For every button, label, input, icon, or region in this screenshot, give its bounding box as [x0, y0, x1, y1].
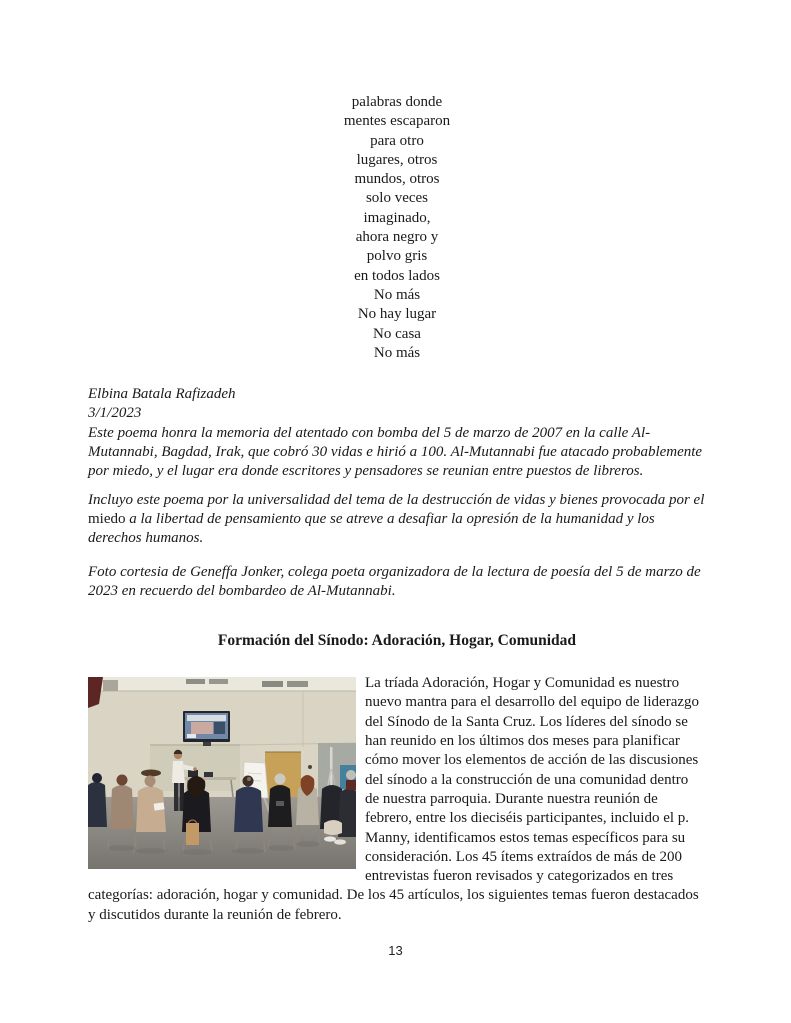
section-body-text: La tríada Adoración, Hogar y Comunidad es nuestro nuevo mantra para el desarrollo del equipo de liderazgo del Sínodo de la Santa Cruz. Los líderes del sínodo se han reunido en los últimos dos meses para planificar cómo mover los elementos de acción de las discusiones del sínodo a la construcción de una comunidad dentro de nuestra parroquia. Durante nuestra reunión de febrero, entre los dieciséis participantes, incluido el p. Manny, identificamos estos temas específicos para su consideración. Los 45 ítems extraídos de más de 200 entrevistas fueron revisados y categorizados en tres categorías: adoración, hogar y comunidad. De los 45 artículos, los siguientes temas fueron destacados y discutidos durante la reunión de febrero.	[88, 675, 700, 923]
poem-line: No casa	[373, 325, 421, 342]
poem-line: No hay lugar	[357, 306, 437, 323]
poem-line: No más	[373, 344, 421, 361]
poem-note-1: Este poema honra la memoria del atentado con bomba del 5 de marzo de 2007 en la calle Al-Mutannabi, Bagdad, Irak, que cobró 30 vidas e hirió a 100. Al-Mutannabi fue atacado probablemente por miedo, y el lugar era donde escritores y pensadores se reunian entre puestos de libreros.	[88, 424, 703, 480]
photo-credit: Foto cortesia de Geneffa Jonker, colega poeta organizadora de la lectura de poesía del 5 de marzo de 2023 en recuerdo del bombardeo de Al-Mutannabi.	[88, 563, 701, 599]
poem	[88, 93, 706, 363]
poem-line: lugares, otros	[356, 151, 438, 168]
note2-italic-start: Incluyo este poema por la universalidad del tema de la destrucción de vidas y bienes provocada por el	[88, 491, 705, 508]
synod-meeting-photo	[88, 677, 356, 869]
poem-line: para otro	[370, 132, 424, 149]
section-heading: Formación del Sínodo: Adoración, Hogar, Comunidad	[217, 632, 577, 650]
photo-tv-screen	[183, 711, 230, 746]
note2-upright-word: miedo	[88, 510, 126, 527]
poem-date: 3/1/2023	[88, 405, 142, 422]
section-body-block	[88, 674, 706, 925]
photo-paper-bag	[186, 820, 199, 845]
note2-italic-end: a la libertad de pensamiento que se atreve a desafiar la opresión de la humanidad y los derechos humanos.	[88, 510, 655, 547]
poem-note-2	[88, 491, 706, 549]
photo-wall-patch	[103, 680, 118, 691]
photo-wall-fixture	[308, 765, 312, 769]
poem-line: polvo gris	[366, 248, 428, 265]
poem-line: mentes escaparon	[343, 113, 451, 130]
poem-line: No más	[373, 286, 421, 303]
poem-line: mundos, otros	[354, 171, 440, 188]
poem-author: Elbina Batala Rafizadeh	[88, 386, 236, 403]
poem-line: en todos lados	[354, 267, 440, 284]
poem-line: solo veces	[365, 190, 429, 207]
photo-ceiling	[88, 677, 356, 691]
poem-line: ahora negro y	[355, 229, 439, 246]
poem-line: palabras donde	[351, 94, 443, 110]
page-number: 13	[388, 943, 403, 958]
meeting-room-illustration	[88, 677, 356, 869]
attribution-block	[88, 385, 706, 481]
poem-line: imaginado,	[363, 209, 431, 226]
